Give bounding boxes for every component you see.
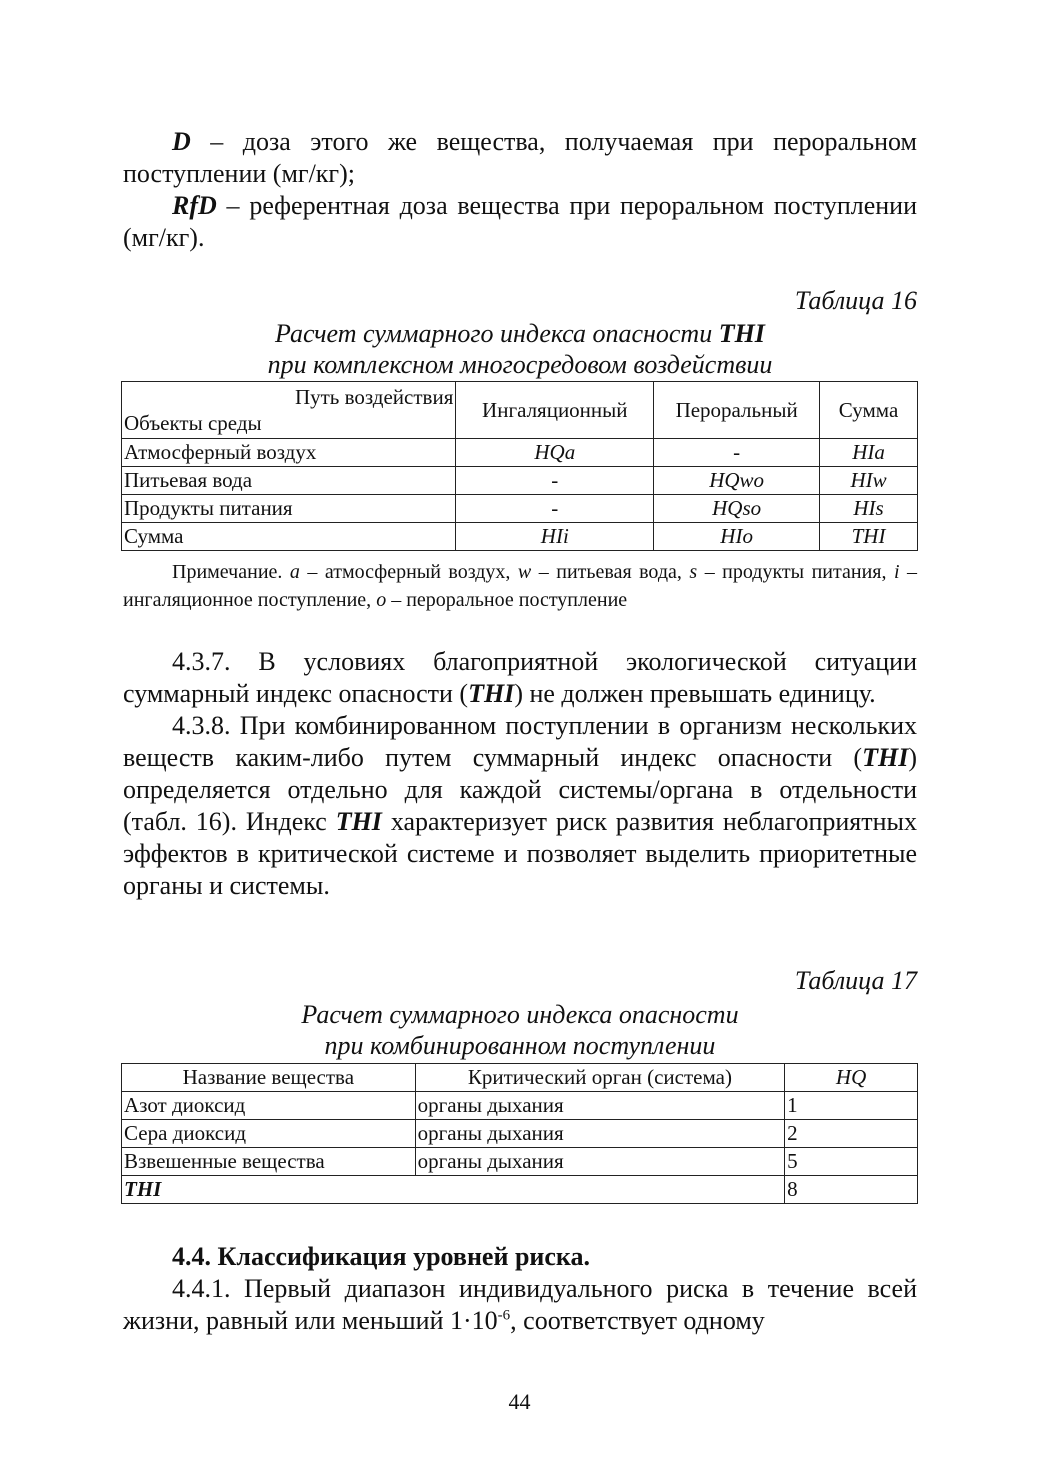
definition-rfd <box>123 190 917 254</box>
term-rfd: RfD <box>172 191 217 220</box>
critical-organ: органы дыхания <box>415 1120 785 1148</box>
table-row <box>122 1092 918 1120</box>
definition-rfd-text: – референтная доза вещества при пероральном поступлении (мг/кг). <box>123 191 917 252</box>
row-name: Продукты питания <box>122 495 456 523</box>
text-run: ) определяется отдельно для каждой системы/органа в отдельности (табл. 16). Индекс <box>123 743 917 836</box>
cell: HQso <box>654 495 820 523</box>
table16-header-objects: Объекты среды <box>124 411 262 435</box>
hq-value: 5 <box>785 1148 918 1176</box>
table17-title-line1: Расчет суммарного индекса опасности <box>301 1000 739 1029</box>
table16-note <box>123 558 917 614</box>
term-thi: THI <box>468 679 515 708</box>
cell: - <box>456 495 654 523</box>
table17-label: Таблица 17 <box>794 966 917 995</box>
note-key: i <box>893 561 900 583</box>
definition-d-text: – доза этого же вещества, получаемая при пероральном поступлении (мг/кг); <box>123 127 917 188</box>
table16-col-oral: Пероральный <box>654 382 820 439</box>
text-run: , соответствует одному <box>510 1306 765 1335</box>
cell: HIw <box>820 467 918 495</box>
text-run: характеризует риск развития неблагоприятных эффектов в критической системе и позволяет выделить приоритетные органы и системы. <box>123 807 917 900</box>
cell: THI <box>820 523 918 551</box>
row-name: Сумма <box>122 523 456 551</box>
cell: HIa <box>820 439 918 467</box>
page-number: 44 <box>508 1389 531 1414</box>
note-prefix: Примечание. <box>172 561 290 583</box>
text-run: ) не должен превышать единицу. <box>514 679 876 708</box>
substance-name: Сера диоксид <box>122 1120 416 1148</box>
total-value: 8 <box>785 1176 918 1204</box>
table-row <box>122 523 918 551</box>
term-thi: THI <box>335 807 382 836</box>
section-heading: 4.4. Классификация уровней риска. <box>172 1242 591 1271</box>
table17-header-row <box>122 1064 918 1092</box>
table17-col-hq: HQ <box>785 1064 918 1092</box>
note-value: – атмосферный воздух, <box>299 561 518 583</box>
definitions-block <box>123 126 917 254</box>
paragraph-4-3-8 <box>123 710 917 902</box>
table-row <box>122 495 918 523</box>
table16-title-thi: THI <box>718 319 765 348</box>
table16-title <box>123 318 917 380</box>
exponent: -6 <box>497 1307 511 1324</box>
cell: HQa <box>456 439 654 467</box>
substance-name: Азот диоксид <box>122 1092 416 1120</box>
definition-d <box>123 126 917 190</box>
note-value: – продукты питания, <box>697 561 894 583</box>
table17-title <box>123 999 917 1061</box>
table16-col-inhal: Ингаляционный <box>456 382 654 439</box>
text-run: 4.4.1. Первый диапазон индивидуального риска в течение всей жизни, равный или меньший 1·10 <box>123 1274 917 1335</box>
table16-title-line1: Расчет суммарного индекса опасности <box>275 319 719 348</box>
table16-col-sum: Сумма <box>820 382 918 439</box>
table-row <box>122 439 918 467</box>
table17-col-organ: Критический орган (система) <box>415 1064 785 1092</box>
hq-value: 1 <box>785 1092 918 1120</box>
table17-col-name: Название вещества <box>122 1064 416 1092</box>
table-row <box>122 1120 918 1148</box>
table-row <box>122 467 918 495</box>
note-value: – питьевая вода, <box>531 561 690 583</box>
table16-header-row <box>122 382 918 439</box>
table17-total-row <box>122 1176 918 1204</box>
note-value: – ингаляционное поступление, <box>123 561 918 611</box>
paragraph-4-3-7 <box>123 646 917 710</box>
note-key: a <box>289 561 300 583</box>
cell: HIo <box>654 523 820 551</box>
substance-name: Взвешенные вещества <box>122 1148 416 1176</box>
text-run: 4.3.8. При комбинированном поступлении в организм нескольких веществ каким-либо путем суммарный индекс опасности ( <box>123 711 917 772</box>
total-label: THI <box>122 1176 785 1204</box>
row-name: Питьевая вода <box>122 467 456 495</box>
table16-diag-header <box>122 382 456 439</box>
critical-organ: органы дыхания <box>415 1092 785 1120</box>
note-key: s <box>689 561 698 583</box>
note-key: o <box>376 589 387 611</box>
hq-value: 2 <box>785 1120 918 1148</box>
note-value: – пероральное поступление <box>386 589 628 611</box>
note-key: w <box>517 561 532 583</box>
table16 <box>121 381 918 551</box>
body-paragraphs <box>123 646 917 902</box>
table17 <box>121 1063 918 1204</box>
cell: - <box>654 439 820 467</box>
cell: HIi <box>456 523 654 551</box>
cell: HQwo <box>654 467 820 495</box>
table16-title-line2: при комплексном многосредовом воздействии <box>267 350 773 379</box>
table17-title-line2: при комбинированном поступлении <box>324 1031 716 1060</box>
table-row <box>122 1148 918 1176</box>
row-name: Атмосферный воздух <box>122 439 456 467</box>
section-4-4 <box>123 1241 917 1337</box>
table16-header-path: Путь воздействия <box>294 385 454 409</box>
term-d: D <box>172 127 191 156</box>
cell: HIs <box>820 495 918 523</box>
table16-label: Таблица 16 <box>794 286 917 315</box>
text-run: 4.3.7. В условиях благоприятной экологической ситуации суммарный индекс опасности ( <box>123 647 917 708</box>
cell: - <box>456 467 654 495</box>
critical-organ: органы дыхания <box>415 1148 785 1176</box>
paragraph-4-4-1 <box>123 1273 917 1337</box>
term-thi: THI <box>862 743 909 772</box>
